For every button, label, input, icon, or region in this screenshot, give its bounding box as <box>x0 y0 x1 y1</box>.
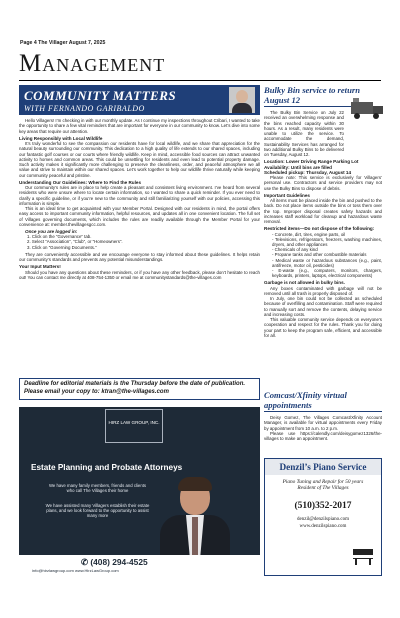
login-heading: Once you are logged in: <box>25 229 78 234</box>
bulky-pickup: Scheduled pickup: Thursday, August 14 <box>264 169 352 175</box>
step-1: 1. Click on the “Governance” tab. <box>27 234 92 240</box>
comcast-p2: Please use https://calendly.com/deisygomez1326/the-villages to make an appointment. <box>264 430 382 441</box>
banner-title: COMMUNITY MATTERS <box>24 88 177 103</box>
law-phone-number: (408) 294-4525 <box>90 557 148 567</box>
page-folio: Page 4 The Villager August 7, 2025 <box>20 40 106 46</box>
law-ad-line-1: We have many family members, friends and clients who call The Villages their home <box>48 483 147 494</box>
restricted-item: - Medical waste or hazardous substances (e.g., paint, antifreeze, motor oil, pesticides) <box>272 257 382 268</box>
input-paragraph: Should you have any questions about these reminders, or if you have any other feedback, please don’t hesitate to reach out! You can contact me directly at 408-754-1350 or email me at communitystandards@the-villages.com <box>19 269 260 280</box>
heading-guidelines: Understanding Our Guidelines: Where to Find the Rules <box>19 179 141 185</box>
bulky-headline: Bulky Bin service to return August 12 <box>264 85 382 107</box>
law-ad-title: Estate Planning and Probate Attorneys <box>31 463 183 472</box>
law-contact-bar <box>19 555 260 575</box>
piano-phone: (510)352-2017 <box>294 501 352 512</box>
hair <box>178 477 212 491</box>
community-matters-column <box>19 85 260 280</box>
header-rule <box>19 80 381 81</box>
step-2: 2. Select “Association”, “Club”, or “Homeowners”. <box>27 239 123 245</box>
bulky-p4: This valuable community service depends on everyone’s cooperation and respect for the rules. Thank you for doing your part to keep the program safe, efficient, and accessible for all. <box>264 317 382 338</box>
community-banner <box>19 85 260 115</box>
portrait-head <box>236 90 248 103</box>
bulky-location: Location: Lower Driving Range Parking Lot <box>264 159 359 165</box>
community-body <box>19 118 260 280</box>
section-title: Management <box>19 50 166 77</box>
bulky-p3: In July, one bin could not be collected as scheduled because of overfilling and contamination. Staff were required to manually sort and remove the contents, delaying service and increasing costs. <box>264 296 382 317</box>
piano-advertisement <box>264 458 382 576</box>
piano-tag-2: Resident of The Villages <box>297 485 349 492</box>
comcast-headline: Comcast/Xfinity virtual appointments <box>264 390 382 412</box>
heading-input: Your Input Matters! <box>19 264 61 270</box>
bulky-p2: Any boxes contaminated with garbage will not be removed until all trash is properly disposed of. <box>264 285 382 296</box>
bulky-body <box>264 110 382 338</box>
comcast-body <box>264 415 382 441</box>
law-phone <box>81 557 148 567</box>
bulky-note: Please note: This service is exclusively for Villagers’ personal use. Contractors and service providers may not use the Bulky Bins to dispose of debris. <box>264 175 382 191</box>
guidelines-paragraph: Our community’s rules are in place to help create a pleasant and consistent living environment. I’ve heard from several residents who were unsure where to locate certain information, so I wanted to share a quick reminder. If you ever need to clarify a specific guideline, or if you’re new to the community and still familiarizing yourself with our policies, accessing this information is simple. <box>19 185 260 206</box>
bulky-restricted: Restricted items—Do not dispose of the following: <box>264 226 375 232</box>
restricted-item: - Televisions, refrigerators, freezers, washing machines, dryers, and other appliances <box>272 236 382 247</box>
documents-paragraph: They are conveniently accessible and we encourage everyone to stay informed about these guidelines. It helps retain our community’s standards and prevents any potential misunderstandings. <box>19 251 260 263</box>
restricted-item: - Concrete, dirt, tires, engine parts, oil <box>272 231 346 237</box>
restricted-item: - E-waste (e.g., computers, monitors, chargers, keyboards, printers, laptops, electrical components) <box>272 267 382 279</box>
bulky-imp1: All items must be placed inside the bin and pushed to the back. Do not place items outside the bins or toss them over the top. Improper disposal creates safety hazards and increases staff workload for cleanup and hazardous waste removal. <box>264 198 382 224</box>
portal-paragraph: This is an ideal time to get acquainted with your Member Portal. Designed with our residents in mind, the portal offers easy access to important community information, helpful resources, and updates all in one convenient location. The full set of Villages governing documents, which includes the rules are readily available through the Member Portal for your convenience at: member.thevillagesgcc.com. <box>19 206 260 227</box>
restricted-item: - Chemicals of any kind <box>272 247 318 253</box>
restricted-item: - Propane tanks and other combustible materials <box>272 252 367 258</box>
bulky-garbage: Garbage is not allowed in bulky bins. <box>264 280 345 286</box>
piano-name: Denzil’s Piano Service <box>265 459 381 475</box>
portrait-body <box>232 103 252 113</box>
piano-email: denzil@denzilspiano.com <box>297 517 349 523</box>
bulky-availability: Availability: Until bins are filled <box>264 164 332 170</box>
law-group-advertisement <box>19 407 260 575</box>
wildlife-paragraph: It’s truly wonderful to see the compassion our residents have for local wildlife, and we share that appreciation for the natural beauty surrounding our community. This dedication to a high quality of life extends to our shared spaces, including our fantastic golf courses or our courts where friendly wildlife. Keep in mind, accessible food sources can attract unwanted activity to homes and common areas. This could be unsettling for residents and even lead to potential property damage. Such activity makes it significantly more challenging to preserve the cleanliness, order, and peaceful atmosphere we all value and strive to maintain within our shared spaces. Let’s work together to help our wildlife thrive naturally while keeping our community peaceful and pristine. <box>19 141 260 178</box>
piano-icon <box>351 547 375 565</box>
author-photo <box>229 87 255 113</box>
bulky-important-head: Important Guidelines <box>264 192 310 198</box>
intro-paragraph: Hello Villagers! I’m checking in with our monthly update. As I continue my inspections throughout Cribari, I wanted to take the opportunity to share a few vital reminders that are important for everyone in our community to know. Let’s dive into some key areas that require our attention. <box>19 118 260 134</box>
bulky-p1: The Bulky Bin Service on July 22 received an overwhelming response and the bins reached capacity within 30 hours. As a result, many residents were unable to utilize the service. To accommodate the demand, Sustainability Services has arranged for two additional Bulky Bins to be delivered on Tuesday, August 12. <box>264 110 344 157</box>
comcast-p1: Deisy Gomez, The Villages Comcast/Xfinity Account Manager, is available for virtual appointments every Friday by appointment from 10 a.m. to 2 p.m. <box>264 415 382 431</box>
step-3: 3. Click on “Governing Documents.” <box>27 244 97 250</box>
bulky-bin-column <box>264 85 382 338</box>
banner-byline: WITH FERNANDO GARIBALDO <box>24 104 145 113</box>
heading-wildlife: Living Responsibly with Local Wildlife <box>19 135 103 141</box>
law-logo: HIRZ LAW GROUP, INC. <box>105 409 163 443</box>
deadline-box: Deadline for editorial materials is the Thursday before the date of publication. Please email your copy to: ktran@the-villages.com <box>19 378 260 400</box>
law-web: info@hirzlawgroup.com www.HirzLawGroup.com <box>32 568 119 573</box>
phone-icon: ✆ <box>81 557 91 567</box>
comcast-article <box>264 390 382 441</box>
piano-website: www.denzilspiano.com <box>299 523 347 529</box>
truck-icon <box>350 96 384 122</box>
law-ad-line-2: We have assisted many Villagers establish their estate plans, and we look forward to the opportunity to assist many more <box>45 503 150 519</box>
piano-tag-1: Piano Tuning and Repair for 50 years <box>282 479 364 485</box>
